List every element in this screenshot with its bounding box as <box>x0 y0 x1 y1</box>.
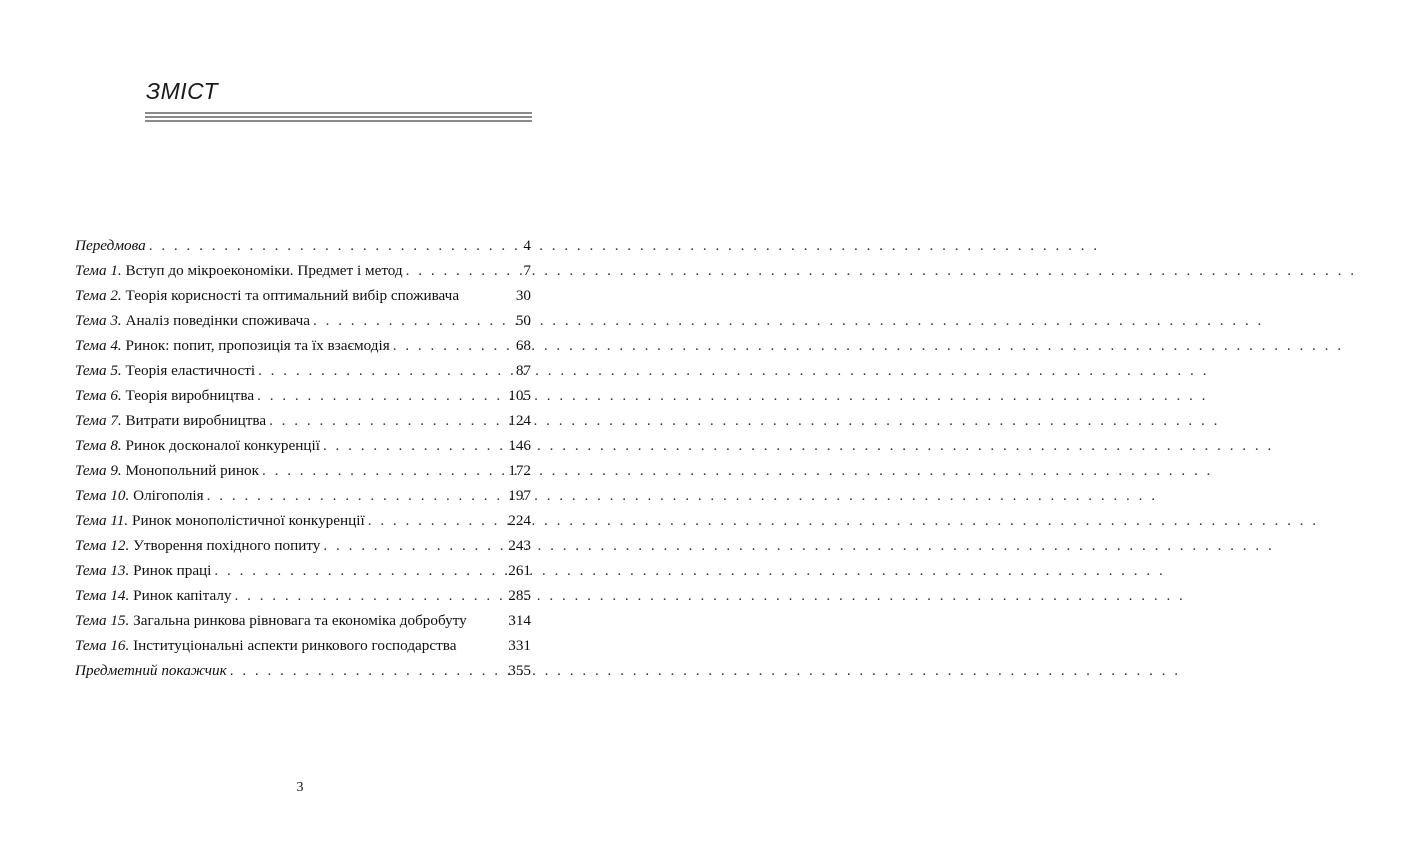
toc-entry-label <box>75 362 255 380</box>
toc-entry-topic-13[interactable] <box>75 562 531 587</box>
toc-entry-title: Монопольний ринок <box>125 462 259 479</box>
toc-entry-number: Тема 9. <box>75 462 122 479</box>
toc-entry-page: 331 <box>508 637 531 654</box>
toc-entry-label <box>75 262 403 280</box>
toc-entry-page: 261 <box>508 562 531 579</box>
toc-leader-dots <box>258 362 503 380</box>
toc-entry-page: 355 <box>508 662 531 679</box>
toc-entry-index[interactable] <box>75 662 531 687</box>
toc-entry-number: Тема 7. <box>75 412 122 429</box>
toc-entry-label <box>75 512 365 530</box>
toc-entry-title: Ринок монополістичної конкуренції <box>132 512 365 529</box>
toc-entry-label <box>75 562 211 580</box>
toc-entry-title: Загальна ринкова рівновага та економіка добробуту <box>133 612 467 629</box>
toc-entry-topic-1[interactable] <box>75 262 531 287</box>
toc-entry-label <box>75 437 320 455</box>
toc-entry-number: Тема 4. <box>75 337 122 354</box>
toc-entry-title: Ринок: попит, пропозиція та їх взаємодія <box>125 337 390 354</box>
toc-entry-title: Аналіз поведінки споживача <box>125 312 311 329</box>
toc-entry-number: Тема 11. <box>75 512 129 529</box>
toc-entry-topic-8[interactable] <box>75 437 531 462</box>
toc-entry-label <box>75 237 146 255</box>
toc-entry-number: Тема 3. <box>75 312 122 329</box>
toc-leader-dots <box>149 237 503 255</box>
toc-entry-number: Тема 10. <box>75 487 130 504</box>
toc-entry-preface[interactable] <box>75 237 531 262</box>
toc-entry-label <box>75 287 459 305</box>
toc-entry-number: Тема 13. <box>75 562 130 579</box>
toc-entry-topic-9[interactable] <box>75 462 531 487</box>
toc-entry-number: Тема 2. <box>75 287 122 304</box>
toc-entry-page: 68 <box>515 337 531 354</box>
page-title: ЗМІСТ <box>146 78 219 104</box>
toc-leader-dots <box>262 462 502 480</box>
page-number: 3 <box>296 780 304 795</box>
toc-entry-number: Тема 1. <box>75 262 122 279</box>
toc-entry-title: Інституціональні аспекти ринкового господарства <box>133 637 457 654</box>
toc-entry-page: 30 <box>515 287 531 304</box>
toc-entry-topic-7[interactable] <box>75 412 531 437</box>
toc-leader-dots <box>257 387 502 405</box>
toc-entry-label <box>75 337 390 355</box>
toc-entry-label <box>75 537 320 555</box>
toc-entry-number: Тема 16. <box>75 637 130 654</box>
toc-entry-label <box>75 637 456 655</box>
toc-leader-dots <box>230 662 503 680</box>
toc-entry-label <box>75 587 232 605</box>
toc-entry-label <box>75 387 254 405</box>
toc-entry-title: Витрати виробництва <box>125 412 267 429</box>
toc-entry-title: Ринок праці <box>133 562 212 579</box>
toc-entry-page: 224 <box>508 512 531 529</box>
toc-entry-label <box>75 487 204 505</box>
toc-leader-dots <box>393 337 503 355</box>
toc-entry-label <box>75 612 467 630</box>
toc-entry-topic-4[interactable] <box>75 337 531 362</box>
toc-entry-label <box>75 412 266 430</box>
toc-entry-page: 124 <box>508 412 531 429</box>
toc-entry-title: Ринок капіталу <box>133 587 232 604</box>
toc-entry-number: Тема 14. <box>75 587 130 604</box>
toc-entry-page: 4 <box>523 237 531 254</box>
title-rule-bottom <box>145 120 532 122</box>
toc-entry-title: Утворення похідного попиту <box>133 537 321 554</box>
toc-entry-page: 87 <box>515 362 531 379</box>
toc-entry-number: Тема 8. <box>75 437 122 454</box>
toc-entry-page: 243 <box>508 537 531 554</box>
toc-entry-page: 172 <box>508 462 531 479</box>
toc-entry-page: 285 <box>508 587 531 604</box>
toc-entry-title: Олігополія <box>133 487 204 504</box>
toc-entry-topic-5[interactable] <box>75 362 531 387</box>
toc-leader-dots <box>406 262 503 280</box>
toc-entry-title: Теорія еластичності <box>125 362 256 379</box>
toc-leader-dots <box>313 312 503 330</box>
toc-entry-label <box>75 312 310 330</box>
toc-entry-topic-11[interactable] <box>75 512 531 537</box>
toc-entry-number: Тема 15. <box>75 612 130 629</box>
toc-entry-label <box>75 462 259 480</box>
table-of-contents <box>75 237 531 687</box>
toc-entry-topic-6[interactable] <box>75 387 531 412</box>
toc-entry-title: Теорія виробництва <box>125 387 255 404</box>
toc-leader-dots <box>323 437 502 455</box>
toc-entry-topic-15[interactable] <box>75 612 531 637</box>
toc-entry-number: Передмова <box>75 237 146 254</box>
toc-entry-page: 105 <box>508 387 531 404</box>
toc-leader-dots <box>207 487 503 505</box>
toc-entry-topic-14[interactable] <box>75 587 531 612</box>
toc-leader-dots <box>368 512 503 530</box>
toc-entry-page: 314 <box>508 612 531 629</box>
toc-entry-number: Тема 12. <box>75 537 130 554</box>
toc-entry-number: Тема 5. <box>75 362 122 379</box>
toc-entry-page: 146 <box>508 437 531 454</box>
toc-entry-title: Ринок досконалої конкуренції <box>125 437 320 454</box>
toc-entry-topic-3[interactable] <box>75 312 531 337</box>
toc-entry-topic-12[interactable] <box>75 537 531 562</box>
toc-leader-dots <box>269 412 502 430</box>
toc-entry-page: 50 <box>515 312 531 329</box>
toc-entry-label <box>75 662 227 680</box>
toc-entry-topic-16[interactable] <box>75 637 531 662</box>
toc-leader-dots <box>235 587 503 605</box>
toc-entry-title: Вступ до мікроекономіки. Предмет і метод <box>125 262 403 279</box>
toc-entry-topic-10[interactable] <box>75 487 531 512</box>
toc-leader-dots <box>214 562 502 580</box>
toc-entry-number: Тема 6. <box>75 387 122 404</box>
toc-entry-topic-2[interactable] <box>75 287 531 312</box>
toc-leader-dots <box>323 537 502 555</box>
toc-entry-title: Теорія корисності та оптимальний вибір споживача <box>125 287 460 304</box>
toc-entry-page: 197 <box>508 487 531 504</box>
toc-entry-number: Предметний покажчик <box>75 662 227 679</box>
title-rule-middle <box>145 116 532 118</box>
toc-entry-page: 7 <box>523 262 531 279</box>
title-rule-top <box>145 112 532 114</box>
